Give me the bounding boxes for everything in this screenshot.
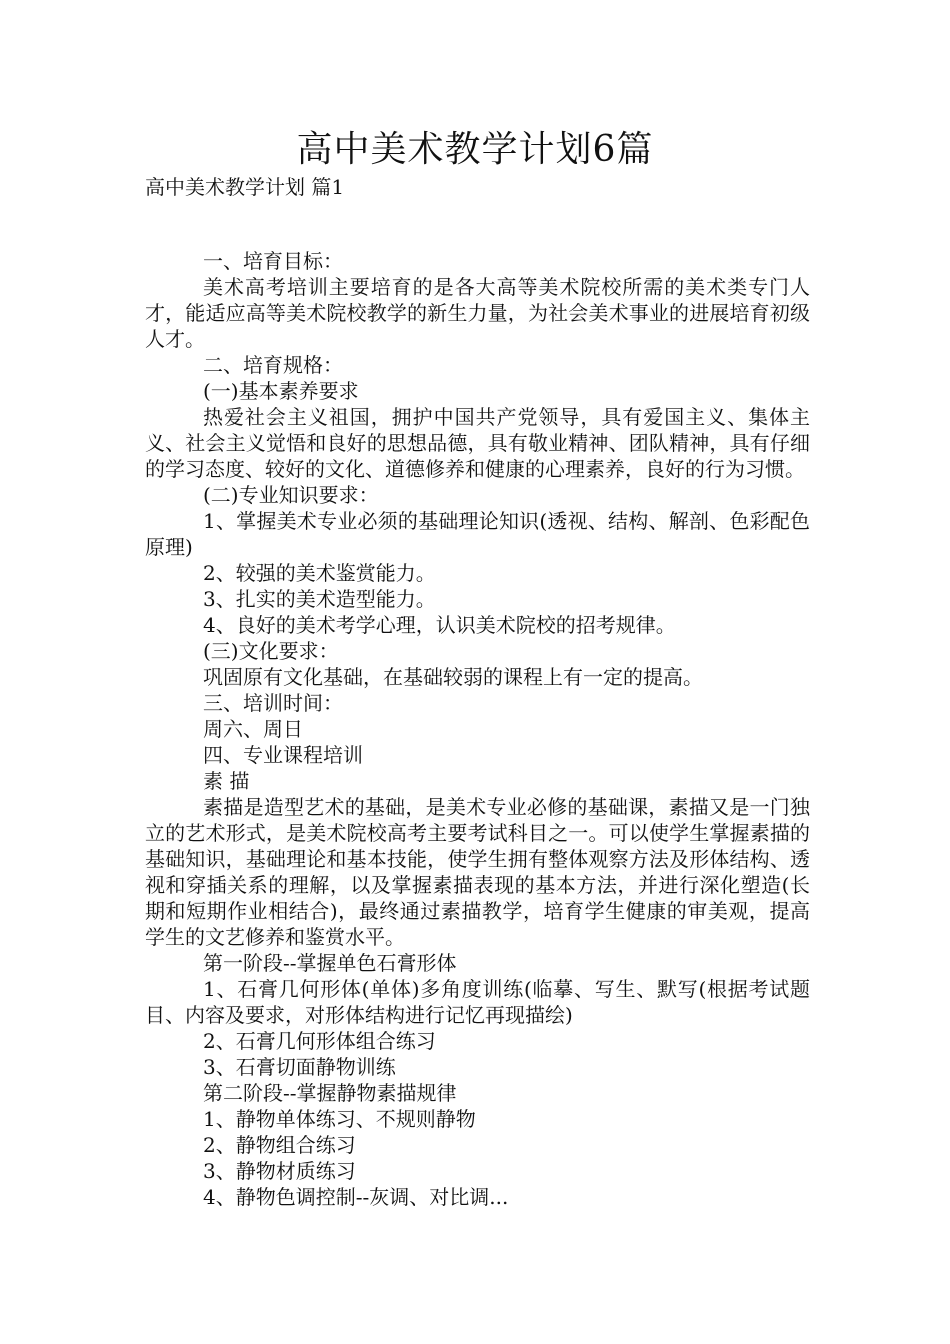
- paragraph: (三)文化要求：: [203, 639, 339, 663]
- paragraph: 巩固原有文化基础，在基础较弱的课程上有一定的提高。: [203, 665, 703, 689]
- paragraph: 2、静物组合练习: [203, 1133, 356, 1157]
- paragraph: 1、掌握美术专业必须的基础理论知识(透视、结构、解剖、色彩配色原理): [145, 509, 810, 559]
- paragraph: (一)基本素养要求: [203, 379, 359, 403]
- document-body: [145, 248, 810, 1210]
- paragraph: 1、石膏几何形体(单体)多角度训练(临摹、写生、默写(根据考试题目、内容及要求，对形体结构进行记忆再现描绘): [145, 977, 810, 1027]
- paragraph: (二)专业知识要求：: [203, 483, 379, 507]
- paragraph: 4、良好的美术考学心理，认识美术院校的招考规律。: [203, 613, 676, 637]
- paragraph: 1、静物单体练习、不规则静物: [203, 1107, 476, 1131]
- paragraph: 素 描: [203, 769, 250, 793]
- paragraph: 3、石膏切面静物训练: [203, 1055, 396, 1079]
- paragraph: 素描是造型艺术的基础，是美术专业必修的基础课，素描又是一门独立的艺术形式，是美术院校高考主要考试科目之一。可以使学生掌握素描的基础知识，基础理论和基本技能，使学生拥有整体观察方法及形体结构、透视和穿插关系的理解，以及掌握素描表现的基本方法，并进行深化塑造(长期和短期作业相结合)，最终通过素描教学，培育学生健康的审美观，提高学生的文艺修养和鉴赏水平。: [145, 795, 810, 949]
- document-title: 高中美术教学计划6篇: [296, 129, 654, 170]
- paragraph: 2、较强的美术鉴赏能力。: [203, 561, 436, 585]
- paragraph: 第二阶段--掌握静物素描规律: [203, 1081, 457, 1105]
- paragraph: 四、专业课程培训: [203, 743, 363, 767]
- paragraph: 第一阶段--掌握单色石膏形体: [203, 951, 457, 975]
- document-subtitle: 高中美术教学计划 篇1: [145, 175, 345, 199]
- paragraph: 3、静物材质练习: [203, 1159, 356, 1183]
- paragraph: 3、扎实的美术造型能力。: [203, 587, 436, 611]
- paragraph: 美术高考培训主要培育的是各大高等美术院校所需的美术类专门人才，能适应高等美术院校教学的新生力量，为社会美术事业的进展培育初级人才。: [145, 275, 810, 351]
- paragraph: 二、培育规格：: [203, 353, 343, 377]
- paragraph: 周六、周日: [203, 717, 303, 741]
- paragraph: 4、静物色调控制--灰调、对比调...: [203, 1185, 509, 1209]
- paragraph: 三、培训时间：: [203, 691, 343, 715]
- paragraph: 一、培育目标：: [203, 249, 343, 273]
- paragraph: 热爱社会主义祖国，拥护中国共产党领导，具有爱国主义、集体主义、社会主义觉悟和良好的思想品德，具有敬业精神、团队精神，具有仔细的学习态度、较好的文化、道德修养和健康的心理素养，良好的行为习惯。: [145, 405, 810, 481]
- paragraph: 2、石膏几何形体组合练习: [203, 1029, 436, 1053]
